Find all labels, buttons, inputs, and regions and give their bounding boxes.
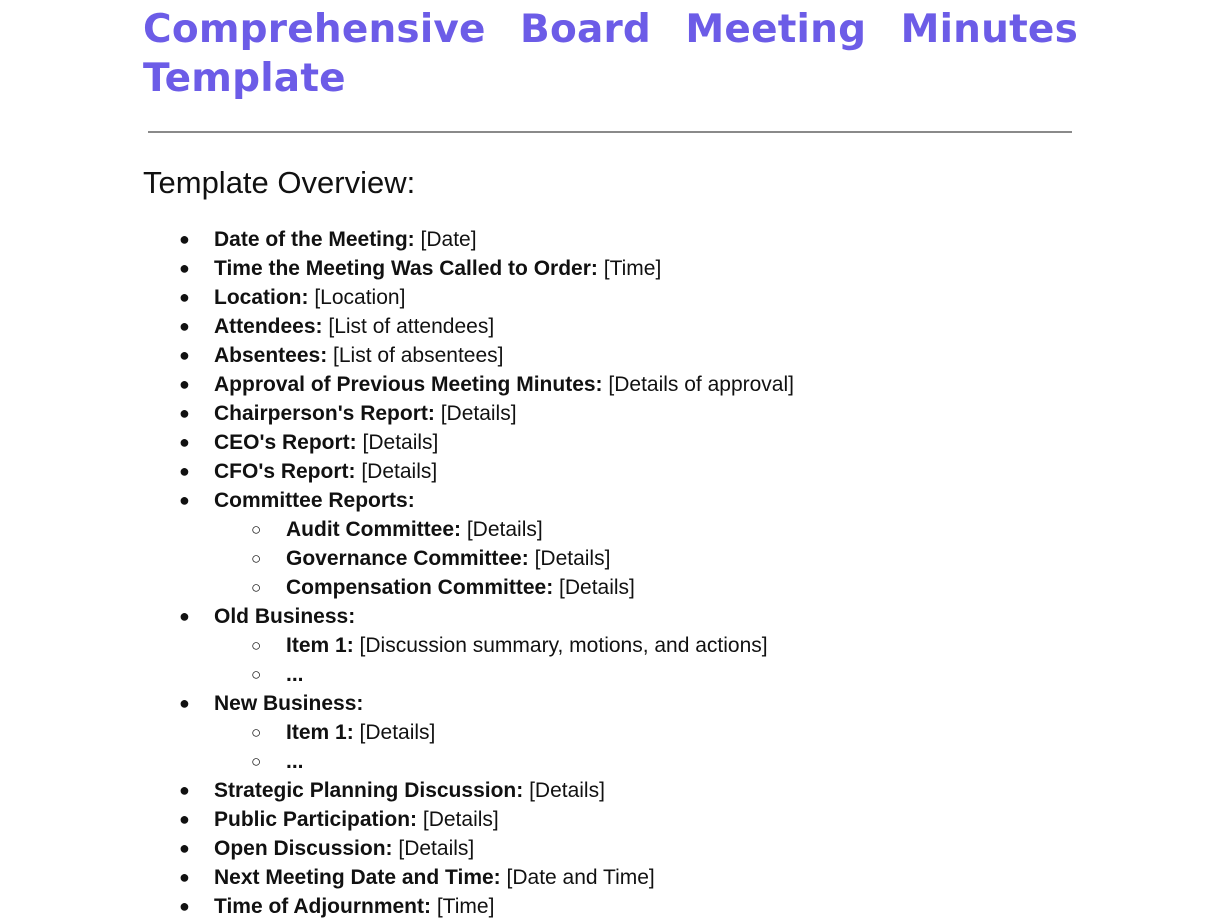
list-subitem-new-business-more [0,747,1213,776]
filled-bullet-icon: ● [179,867,190,887]
item-value: [Date and Time] [506,866,655,889]
filled-bullet-icon: ● [179,809,190,829]
item-label: ... [286,663,304,686]
item-label: CFO's Report: [214,460,356,483]
item-label: Date of the Meeting: [214,228,415,251]
item-label: Public Participation: [214,808,418,831]
item-label: New Business: [214,692,364,715]
item-label: Compensation Committee: [286,576,554,599]
item-label: Old Business: [214,605,356,628]
item-value: [Details] [466,518,543,541]
list-item-absentees [0,341,1213,370]
item-label: Audit Committee: [286,518,461,541]
item-label: Committee Reports: [214,489,415,512]
filled-bullet-icon: ● [179,403,190,423]
item-value: [Details] [529,779,605,802]
list-item-public-participation [0,805,1213,834]
hollow-bullet-icon: ○ [251,520,262,539]
item-label: ... [286,750,304,773]
list-item-open-discussion [0,834,1213,863]
item-value: [List of attendees] [328,315,495,338]
hollow-bullet-icon: ○ [251,752,262,771]
filled-bullet-icon: ● [179,316,190,336]
list-subitem-governance-committee [0,544,1213,573]
filled-bullet-icon: ● [179,229,190,249]
item-value: [List of absentees] [333,344,504,367]
item-label: Time of Adjournment: [214,895,431,918]
item-label: Absentees: [214,344,328,367]
hollow-bullet-icon: ○ [251,636,262,655]
filled-bullet-icon: ● [179,838,190,858]
item-label: Time the Meeting Was Called to Order: [214,257,598,280]
list-item-cfo-report [0,457,1213,486]
list-item-ceo-report [0,428,1213,457]
item-label: Attendees: [214,315,323,338]
hollow-bullet-icon: ○ [251,578,262,597]
list-subitem-audit-committee [0,515,1213,544]
item-value: [Details] [534,547,611,570]
item-value: [Details of approval] [608,373,794,396]
item-label: Item 1: [286,634,354,657]
list-item-old-business [0,602,1213,631]
list-item-next-meeting [0,863,1213,892]
item-value: [Discussion summary, motions, and actions] [359,634,768,657]
document-title: Comprehensive Board Meeting Minutes Template [143,7,1078,101]
filled-bullet-icon: ● [179,461,190,481]
item-label: Governance Committee: [286,547,529,570]
horizontal-divider [148,131,1072,133]
item-label: Strategic Planning Discussion: [214,779,524,802]
list-item-adjournment [0,892,1213,921]
hollow-bullet-icon: ○ [251,549,262,568]
filled-bullet-icon: ● [179,287,190,307]
item-value: [Details] [361,460,438,483]
item-value: [Date] [420,228,477,251]
item-label: Next Meeting Date and Time: [214,866,501,889]
list-subitem-old-business-item-1 [0,631,1213,660]
item-label: Location: [214,286,309,309]
item-value: [Details] [359,721,436,744]
filled-bullet-icon: ● [179,693,190,713]
hollow-bullet-icon: ○ [251,723,262,742]
list-item-location [0,283,1213,312]
list-subitem-compensation-committee [0,573,1213,602]
filled-bullet-icon: ● [179,896,190,916]
filled-bullet-icon: ● [179,490,190,510]
item-value: [Details] [362,431,439,454]
item-label: Open Discussion: [214,837,393,860]
list-item-call-to-order [0,254,1213,283]
list-subitem-new-business-item-1 [0,718,1213,747]
item-label: Chairperson's Report: [214,402,435,425]
item-value: [Details] [422,808,499,831]
filled-bullet-icon: ● [179,345,190,365]
section-heading: Template Overview: [143,165,416,200]
item-label: CEO's Report: [214,431,357,454]
list-item-chairperson-report [0,399,1213,428]
item-value: [Time] [436,895,495,918]
list-subitem-old-business-more [0,660,1213,689]
list-item-new-business [0,689,1213,718]
list-item-strategic-planning [0,776,1213,805]
list-item-approval-minutes [0,370,1213,399]
filled-bullet-icon: ● [179,374,190,394]
item-value: [Details] [559,576,635,599]
item-value: [Details] [440,402,517,425]
item-value: [Time] [603,257,662,280]
list-item-date [0,225,1213,254]
item-value: [Location] [314,286,406,309]
filled-bullet-icon: ● [179,432,190,452]
list-item-attendees [0,312,1213,341]
item-label: Approval of Previous Meeting Minutes: [214,373,603,396]
hollow-bullet-icon: ○ [251,665,262,684]
list-item-committee-reports [0,486,1213,515]
item-value: [Details] [398,837,475,860]
template-outline-list [0,225,1213,921]
filled-bullet-icon: ● [179,780,190,800]
filled-bullet-icon: ● [179,258,190,278]
filled-bullet-icon: ● [179,606,190,626]
item-label: Item 1: [286,721,354,744]
